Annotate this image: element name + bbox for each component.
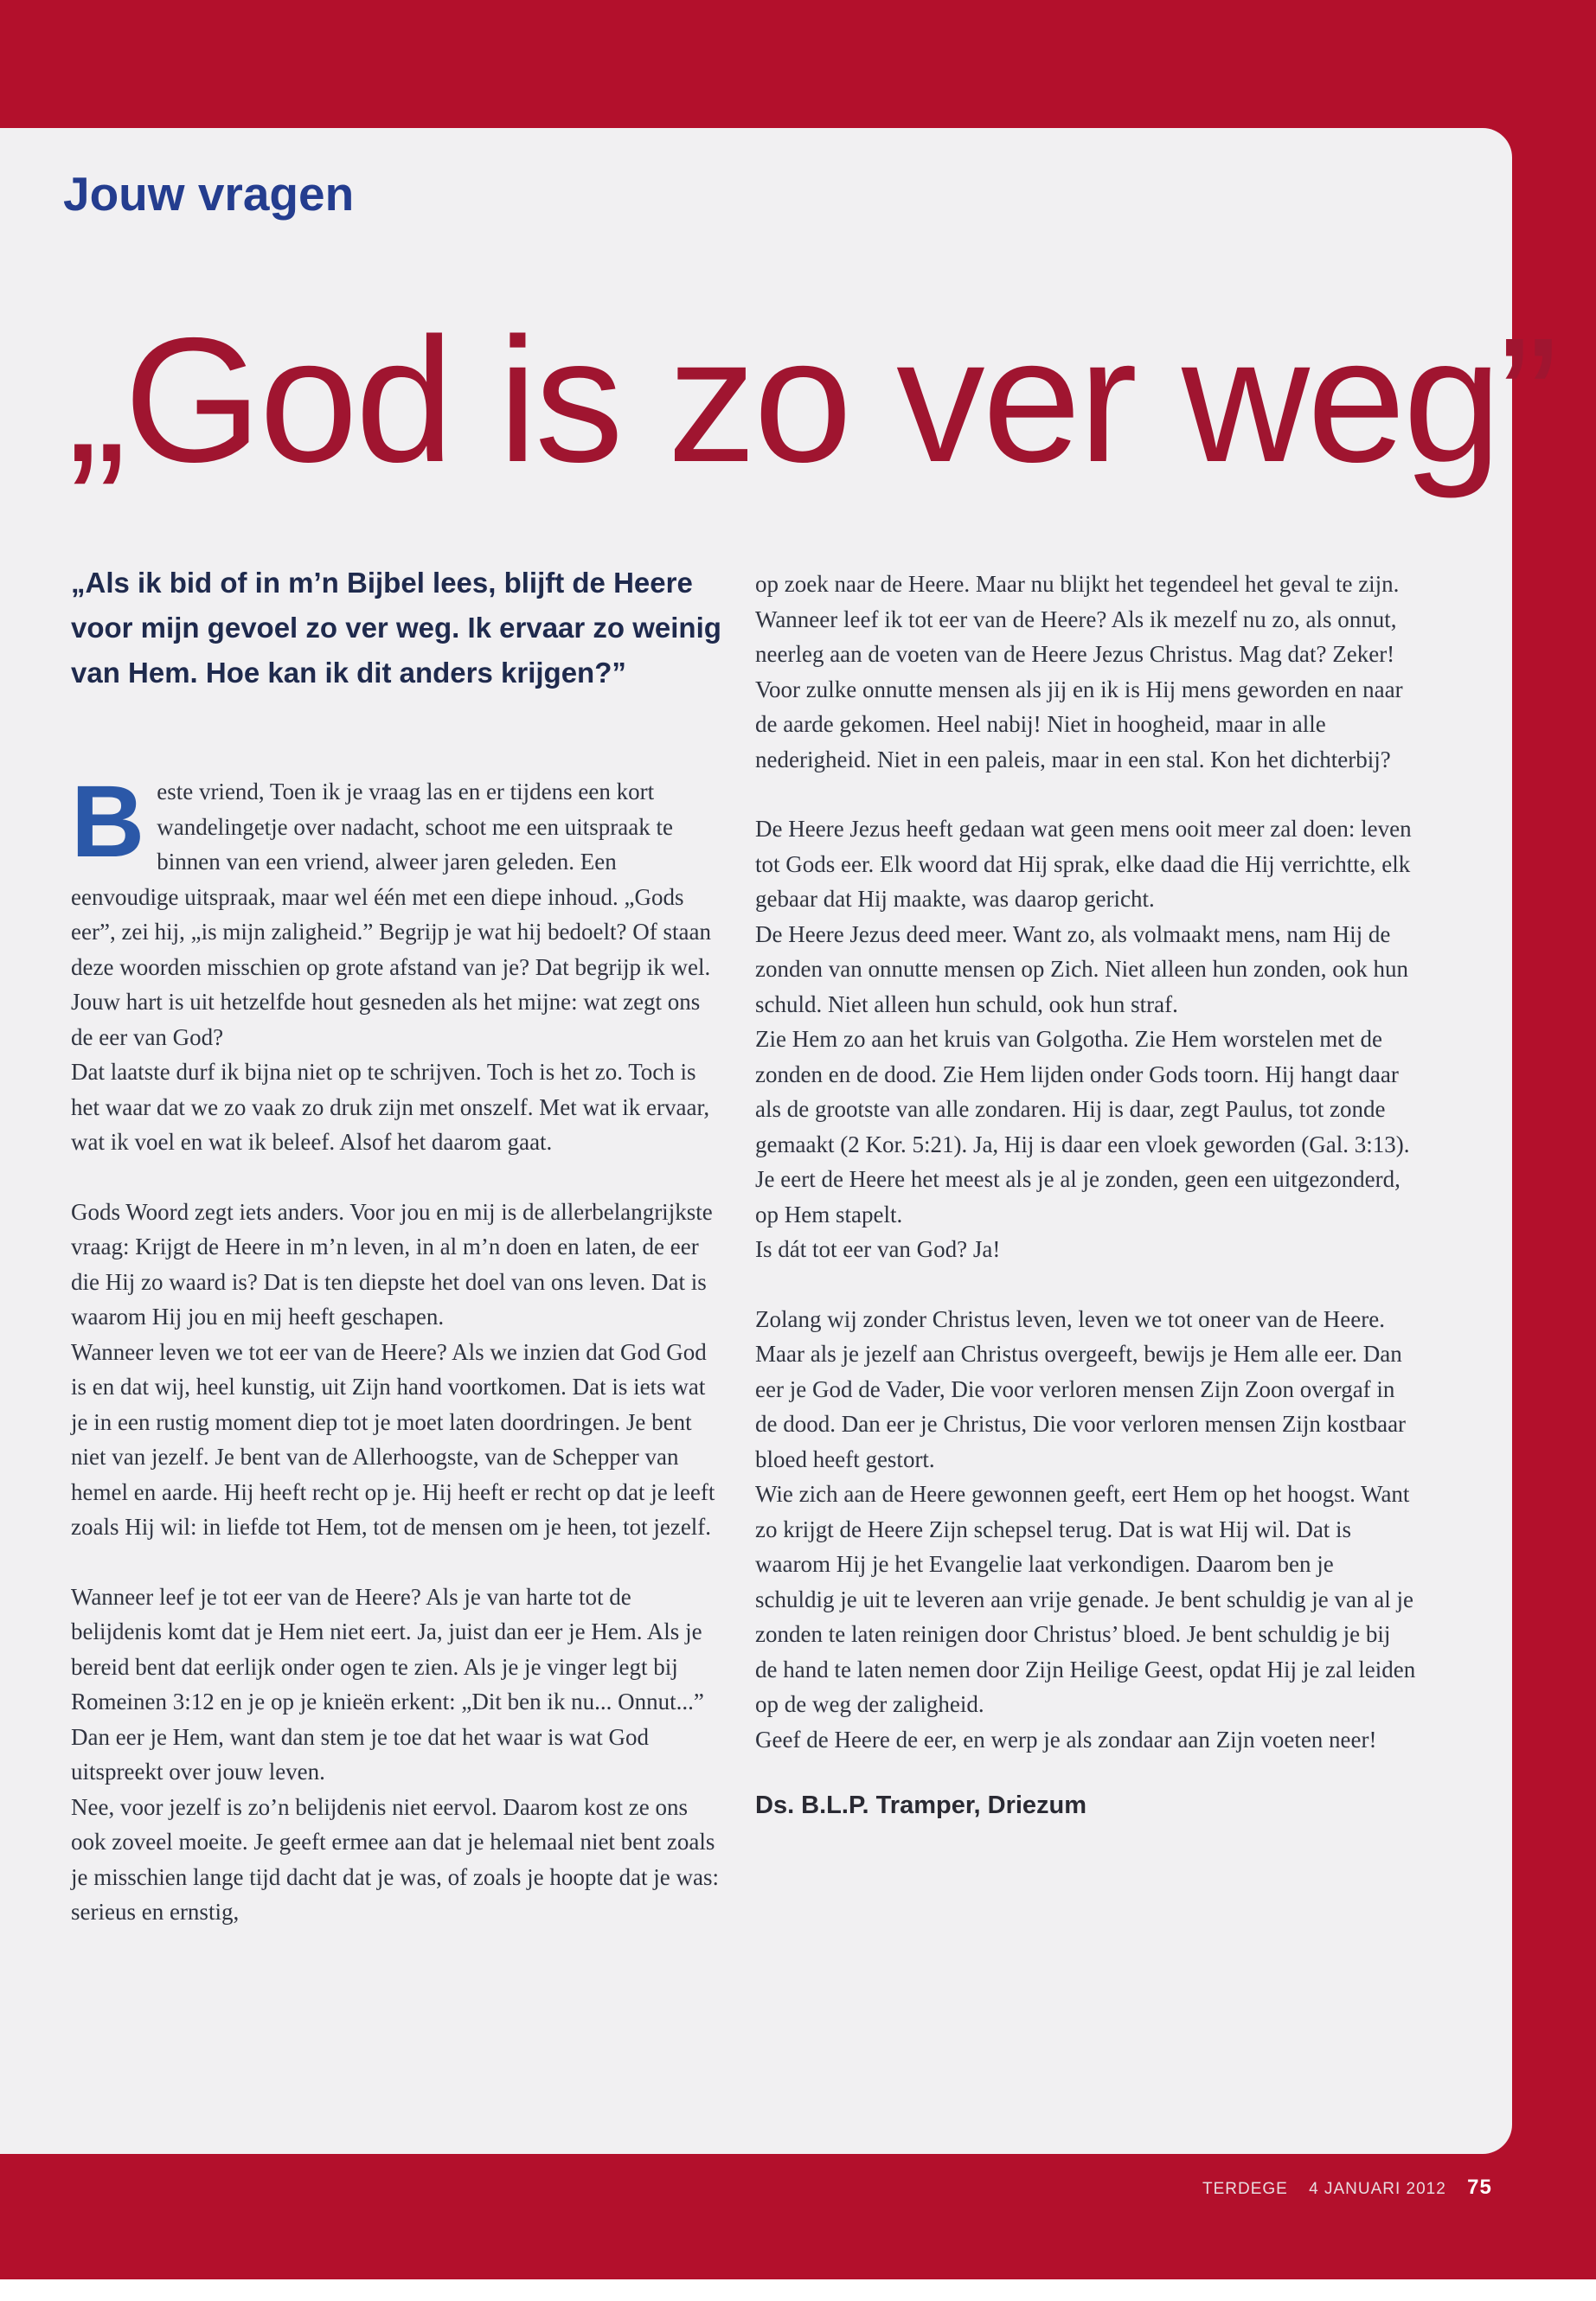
paragraph: Wanneer leef je tot eer van de Heere? Als je van harte tot de belijdenis komt dat je Hem niet eert. Ja, juist dan eer je Hem. Als je bereid bent dat eerlijk onder ogen te zien. Als je je vinger legt bij Romeinen 3:12 en je op je knieën erkent: „Dit ben ik nu... Onnut...” Dan eer je Hem, want dan stem je toe dat het waar is wat God uitspreekt over jouw leven. [71, 1583, 704, 1785]
issue-date: 4 JANUARI 2012 [1309, 2180, 1446, 2198]
reader-question: „Als ik bid of in m’n Bijbel lees, blijft de Heere voor mijn gevoel zo ver weg. Ik ervaar zo weinig van Hem. Hoe kan ik dit anders krijgen?” [71, 567, 721, 689]
author-signature: Ds. B.L.P. Tramper, Driezum [755, 1791, 1087, 1819]
paragraph: Wanneer leef ik tot eer van de Heere? Als ik mezelf nu zo, als onnut, neerleg aan de voeten van de Heere Jezus Christus. Mag dat? Zeker! Voor zulke onnutte mensen als jij en ik is Hij mens geworden en naar de aarde gekomen. Heel nabij! Niet in hoogheid, maar in alle nederigheid. Niet in een paleis, maar in een stal. Kon het dichterbij? [755, 606, 1403, 772]
paragraph: De Heere Jezus deed meer. Want zo, als volmaakt mens, nam Hij de zonden van onnutte mensen op Zich. Niet alleen hun zonden, ook hun schuld. Niet alleen hun schuld, ook hun straf. [755, 920, 1409, 1017]
page-number: 75 [1467, 2176, 1492, 2199]
article-headline: „God is zo ver weg” [67, 301, 1556, 499]
paragraph: De Heere Jezus heeft gedaan wat geen mens ooit meer zal doen: leven tot Gods eer. Elk woord dat Hij sprak, elke daad die Hij verrichtte, elk gebaar dat Hij maakte, was daarop gericht. [755, 816, 1412, 912]
paragraph: Zie Hem zo aan het kruis van Golgotha. Zie Hem worstelen met de zonden en de dood. Zie Hem lijden onder Gods toorn. Hij hangt daar als de grootste van alle zondaren. Hij is daar, zegt Paulus, tot zonde gemaakt (2 Kor. 5:21). Ja, Hij is daar een vloek geworden (Gal. 3:13). [755, 1026, 1410, 1157]
drop-cap: B [71, 765, 145, 879]
paragraph: Dat laatste durf ik bijna niet op te schrijven. Toch is het zo. Toch is het waar dat we zo vaak zo druk zijn met onszelf. Met wat ik ervaar, wat ik voel en wat ik beleef. Alsof het daarom gaat. [71, 1059, 710, 1155]
section-title: Jouw vragen [63, 167, 355, 221]
paragraph: Je eert de Heere het meest als je al je zonden, geen een uitgezonderd, op Hem stapelt. [755, 1166, 1401, 1227]
right-column [755, 567, 1417, 1823]
paragraph: Is dát tot eer van God? Ja! [755, 1236, 1001, 1262]
paragraph: Nee, voor jezelf is zo’n belijdenis niet eervol. Daarom kost ze ons ook zoveel moeite. Je geeft ermee aan dat je helemaal niet bent zoals je misschien lange tijd dacht dat je was, of zoals je hoopte dat je was: serieus en ernstig, [71, 1793, 720, 1925]
paragraph-text: este vriend, Toen ik je vraag las en er tijdens een kort wandelingetje over nadacht, schoot me een uitspraak te binnen van een vriend, alweer jaren geleden. Een eenvoudige uitspraak, maar wel één met een diepe inhoud. „Gods eer”, zei hij, „is mijn zaligheid.” Begrijp je wat hij bedoelt? Of staan deze woorden misschien op grote afstand van je? Dat begrijp ik wel. Jouw hart is uit hetzelfde hout gesneden als het mijne: wat zegt ons de eer van God? [71, 779, 711, 1050]
paragraph [71, 765, 721, 1054]
paragraph: Zolang wij zonder Christus leven, leven we tot oneer van de Heere. Maar als je jezelf aan Christus overgeeft, bewijs je Hem alle eer. Dan eer je God de Vader, Die voor verloren mensen Zijn Zoon overgaf in de dood. Dan eer je Christus, Die voor verloren mensen Zijn kostbaar bloed heeft gestort. [755, 1305, 1407, 1472]
paragraph: Wanneer leven we tot eer van de Heere? Als we inzien dat God God is en dat wij, heel kunstig, uit Zijn hand voortkomen. Dat is iets wat je in een rustig moment diep tot je moet laten doordringen. Je bent niet van jezelf. Je bent van de Allerhoogste, van de Schepper van hemel en aarde. Hij heeft recht op je. Hij heeft er recht op dat je leeft zoals Hij wil: in liefde tot Hem, tot de mensen om je heen, tot jezelf. [71, 1338, 715, 1540]
paragraph: Wie zich aan de Heere gewonnen geeft, eert Hem op het hoogst. Want zo krijgt de Heere Zijn schepsel terug. Dat is wat Hij wil. Dat is waarom Hij je het Evangelie laat verkondigen. Daarom ben je schuldig je uit te leveren aan vrije genade. Je bent schuldig je van al je zonden te laten reinigen door Christus’ bloed. Je bent schuldig je bij de hand te laten nemen door Zijn Heilige Geest, opdat Hij je zal leiden op de weg der zaligheid. [755, 1481, 1416, 1717]
paragraph: Gods Woord zegt iets anders. Voor jou en mij is de allerbelangrijkste vraag: Krijgt de Heere in m’n leven, in al m’n doen en laten, de eer die Hij zo waard is? Dat is ten diepste het doel van ons leven. Dat is waarom Hij jou en mij heeft geschapen. [71, 1198, 713, 1330]
left-column [71, 765, 721, 1930]
page-footer [1202, 2176, 1505, 2200]
paragraph: Geef de Heere de eer, en werp je als zondaar aan Zijn voeten neer! [755, 1726, 1377, 1753]
paragraph: op zoek naar de Heere. Maar nu blijkt het tegendeel het geval te zijn. [755, 571, 1400, 597]
publication-name: TERDEGE [1202, 2180, 1288, 2198]
